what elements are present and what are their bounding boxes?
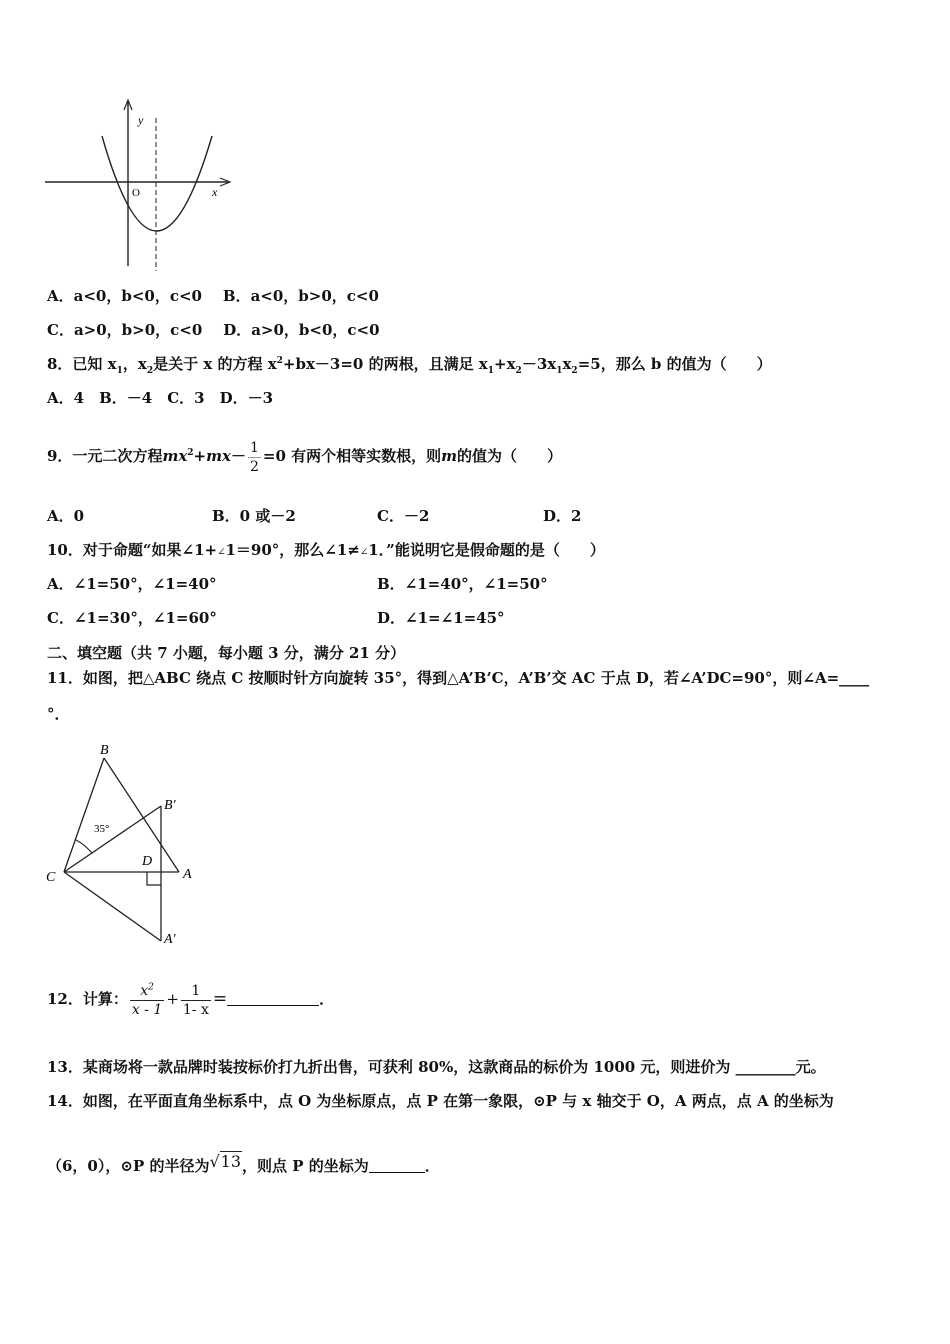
q12-answer-blank[interactable] <box>227 1005 319 1006</box>
q14-answer-blank[interactable] <box>369 1172 425 1173</box>
triangle-figure <box>40 740 210 955</box>
label-b: B <box>100 743 109 758</box>
q8-sub: 2 <box>146 366 154 376</box>
q8-sup: 2 <box>276 356 283 366</box>
x-axis-label: x <box>212 185 218 199</box>
parabola-figure <box>40 96 240 276</box>
q7-option-a[interactable]: A．a<0，b<0，c<0 <box>47 287 202 305</box>
q10-option-a[interactable]: A．∠1=50°，∠1=40° <box>47 575 217 593</box>
angle-35-arc <box>76 840 92 853</box>
q10-option-d[interactable]: D．∠1=∠1=45° <box>377 609 505 627</box>
q8-stem <box>47 354 772 374</box>
q14-text: ． <box>424 1157 440 1175</box>
q14-sqrt-value: 13 <box>220 1152 242 1171</box>
q12-text: ． <box>319 990 335 1008</box>
q14-stem-line2 <box>47 1142 440 1186</box>
q9-option-c[interactable]: C．－2 <box>377 507 430 525</box>
q9-fraction <box>248 439 261 476</box>
q9-frac-num: 1 <box>249 439 259 456</box>
q12-equals: = <box>212 989 228 1009</box>
q11-tail: °． <box>47 705 70 723</box>
q8-text: +bx－3=0 的两根，且满足 x <box>282 355 488 373</box>
parabola-curve <box>102 136 212 231</box>
q9-text: 9．一元二次方程 <box>47 447 163 465</box>
q9-frac-den: 2 <box>249 458 259 475</box>
q7-option-c[interactable]: C．a>0，b>0，c<0 <box>47 321 203 339</box>
q9-text: 的值为（ ） <box>457 447 563 465</box>
label-c: C <box>46 870 56 885</box>
q8-sub: 2 <box>515 366 522 376</box>
q12-text: 12．计算： <box>47 990 128 1008</box>
q7-options-row2 <box>47 320 380 340</box>
section-title: 二、填空题（共 7 小题，每小题 3 分，满分 21 分） <box>47 644 406 662</box>
q12-f1-sup: 2 <box>148 981 154 992</box>
q9-option-a[interactable]: A．0 <box>47 507 85 525</box>
q9-var: m <box>441 447 457 465</box>
q14-stem-line1: 14．如图，在平面直角坐标系中，点 O 为坐标原点，点 P 在第一象限，⊙P 与 x 轴交于 O，A 两点，点 A 的坐标为 <box>47 1092 834 1110</box>
q8-text: =5，那么 b 的值为（ ） <box>577 355 772 373</box>
q10-text: 1＝90°，那么∠1≠ <box>225 541 360 559</box>
q11-stem: 11．如图，把△ABC 绕点 C 按顺时针方向旋转 35°，得到△A’B’C，A’B’交 AC 于点 D，若∠A’DC=90°，则∠A=____ <box>47 669 870 687</box>
q10-option-c[interactable]: C．∠1=30°，∠1=60° <box>47 609 217 627</box>
q12-f1-den: x - 1 <box>131 1001 163 1018</box>
q10-angle-symbol: ∠ <box>217 547 226 558</box>
q13-stem: 13．某商场将一款品牌时装按标价打九折出售，可获利 80%，这款商品的标价为 1000 元，则进价为 ________元。 <box>47 1058 826 1076</box>
q14-text: （6，0），⊙P 的半径为 <box>47 1157 210 1175</box>
q8-text: ，x <box>122 355 147 373</box>
q8-sub: 2 <box>571 366 578 376</box>
q10-text: 1．”能说明它是假命题的是（ ） <box>368 541 605 559</box>
q9-option-d[interactable]: D．2 <box>543 507 582 525</box>
q8-sub: 1 <box>116 366 123 376</box>
q8-text: 8．已知 x <box>47 355 117 373</box>
q9-option-b[interactable]: B．0 或－2 <box>212 507 296 525</box>
q7-options-row1 <box>47 286 379 306</box>
label-a-prime: A′ <box>164 932 176 947</box>
q14-text: ，则点 P 的坐标为 <box>242 1157 369 1175</box>
label-angle-35: 35° <box>94 823 110 835</box>
q9-var: mx <box>162 447 188 465</box>
label-b-prime: B′ <box>164 798 176 813</box>
q8-text: 是关于 x 的方程 x <box>153 355 277 373</box>
q12-plus: + <box>166 990 179 1008</box>
q8-text: －3x <box>521 355 557 373</box>
q9-text: － <box>230 447 246 465</box>
q8-sub: 1 <box>556 366 563 376</box>
q8-options[interactable]: A．4 B．－4 C．3 D．－3 <box>47 389 274 407</box>
q8-sub: 1 <box>487 366 495 376</box>
q8-text: +x <box>494 355 516 373</box>
q10-angle-symbol: ∠ <box>359 547 369 558</box>
q9-text: + <box>193 447 207 465</box>
q10-stem <box>47 540 605 563</box>
label-d: D <box>142 854 153 869</box>
segment-cb <box>64 758 104 872</box>
q12-f1-num <box>130 982 164 1001</box>
q12-fraction-2 <box>181 982 211 1019</box>
y-axis-label: y <box>138 113 144 127</box>
q12-fraction-1 <box>130 982 164 1019</box>
q12-f1-num-text: x <box>140 982 149 999</box>
q7-option-b[interactable]: B．a<0，b>0，c<0 <box>222 287 379 305</box>
q10-text: 10．对于命题“如果∠1+ <box>47 541 218 559</box>
q9-var: mx <box>206 447 231 465</box>
origin-label: O <box>132 187 140 199</box>
q7-option-d[interactable]: D．a>0，b<0，c<0 <box>223 321 380 339</box>
right-angle-mark <box>147 872 161 885</box>
q9-sup: 2 <box>187 448 194 458</box>
q9-text: =0 有两个相等实数根，则 <box>262 447 442 465</box>
q12-f2-den: 1- x <box>182 1001 209 1018</box>
q12-f2-num: 1 <box>181 982 211 1001</box>
q14-sqrt: √13 <box>209 1152 242 1171</box>
q9-stem <box>47 432 562 480</box>
q12-stem <box>47 976 334 1022</box>
q10-option-b[interactable]: B．∠1=40°，∠1=50° <box>377 575 548 593</box>
label-a: A <box>183 867 192 882</box>
q8-text: x <box>562 355 572 373</box>
